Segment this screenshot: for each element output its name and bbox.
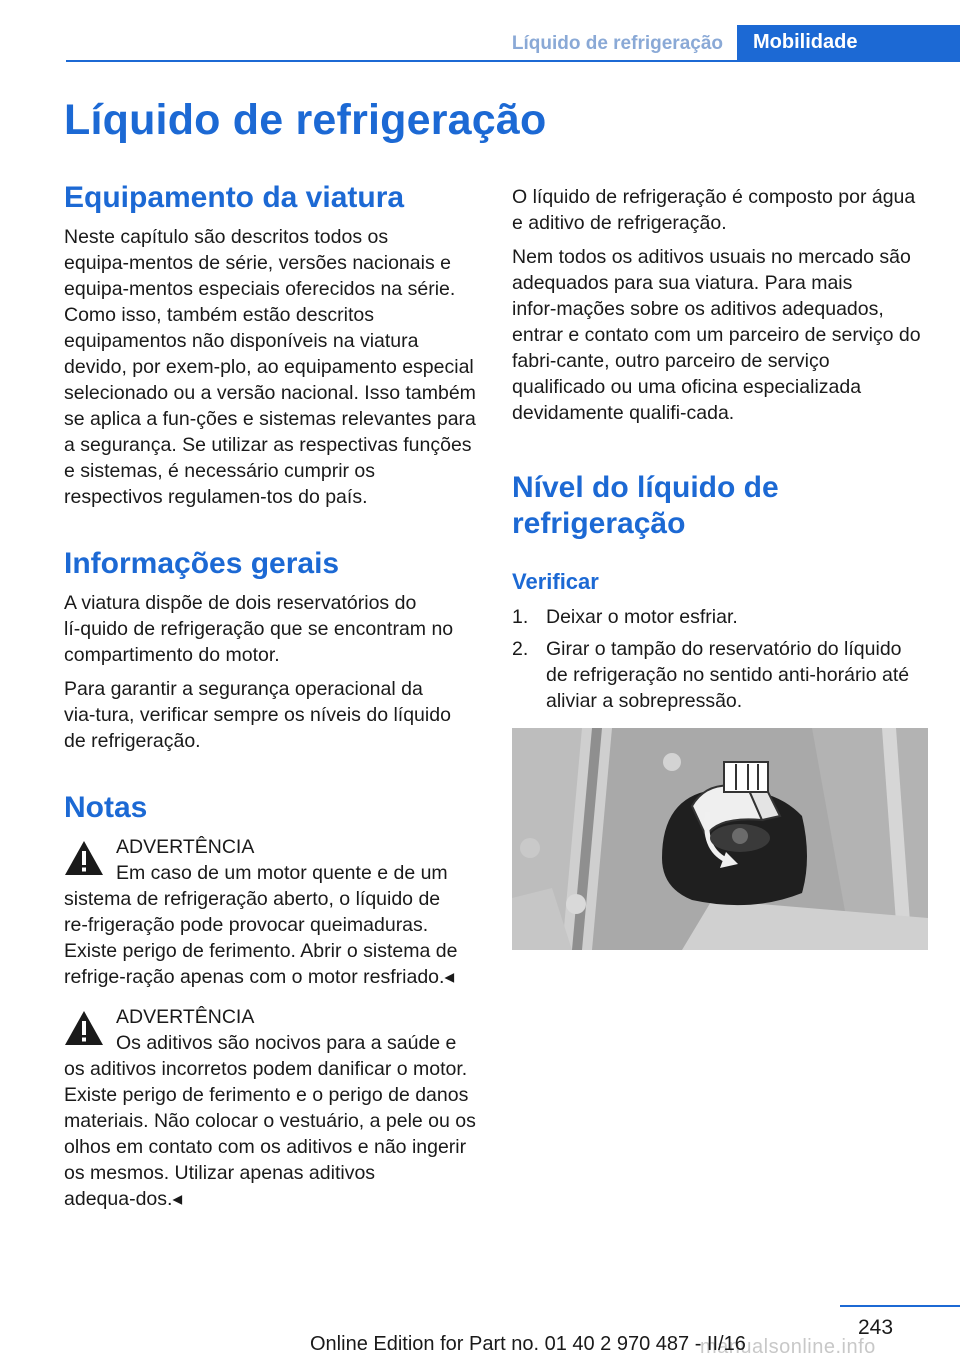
warning-1-text — [64, 860, 478, 990]
info-paragraph-2: Para garantir a segurança operacional da via‑tura, verificar sempre os níveis do líquido de refrigeração. — [64, 678, 451, 752]
header-divider — [66, 60, 960, 62]
step-number: 1. — [512, 606, 529, 628]
warning-2-body: Os aditivos são nocivos para a saúde e os aditivos incorretos podem danificar o motor. Existe perigo de ferimento e o perigo de danos materiais. Não colocar o vestuário, a pele ou os olhos em contato com os aditivos e não ingerir os mesmos. Utilizar apenas aditivos adequa‑dos.◂ — [64, 1032, 476, 1210]
coolant-cap-illustration — [512, 728, 928, 950]
heading-nivel-liquido: Nível do líquido de refrigeração — [512, 471, 779, 540]
header-chapter-tab: Mobilidade — [737, 25, 960, 60]
warning-2-text — [64, 1030, 478, 1212]
step-text: Girar o tampão do reservatório do líquido de refrigeração no sentido anti-horário até aliviar a sobrepressão. — [546, 638, 910, 712]
left-column — [64, 180, 478, 1226]
page-title: Líquido de refrigeração — [64, 96, 547, 144]
verify-steps-list — [512, 604, 928, 714]
coolant-reservoir-drawing — [512, 728, 928, 950]
warning-block-1 — [64, 834, 478, 990]
heading-verificar: Verificar — [512, 569, 599, 594]
coolant-composition-text: O líquido de refrigeração é composto por água e aditivo de refrigeração. — [512, 186, 916, 234]
warning-1-title: ADVERTÊNCIA — [116, 836, 255, 858]
warning-1-body: Em caso de um motor quente e de um sistema de refrigeração aberto, o líquido de re‑frigeração pode provocar queimaduras. Existe perigo de ferimento. Abrir o sistema de refrige‑ração apenas com o motor resfriado.◂ — [64, 862, 458, 988]
heading-equipamento: Equipamento da viatura — [64, 181, 405, 214]
info-paragraph-1: A viatura dispõe de dois reservatórios do lí‑quido de refrigeração que se encontram no compartimento do motor. — [64, 592, 454, 666]
edition-info: Online Edition for Part no. 01 40 2 970 487 - II/16 — [310, 1333, 746, 1355]
footer-divider — [840, 1305, 960, 1307]
warning-2-title: ADVERTÊNCIA — [116, 1006, 255, 1028]
warning-block-2 — [64, 1004, 478, 1212]
step-number: 2. — [512, 638, 529, 660]
list-item — [512, 636, 928, 714]
header-section-title: Líquido de refrigeração — [511, 33, 723, 54]
list-item — [512, 604, 928, 630]
right-column — [512, 184, 928, 950]
page-number: 243 — [858, 1316, 894, 1339]
heading-notas: Notas — [64, 791, 148, 824]
heading-informacoes-gerais: Informações gerais — [64, 547, 340, 580]
additives-text: Nem todos os aditivos usuais no mercado são adequados para sua viatura. Para mais infor‑mações sobre os aditivos adequados, entrar e contato com um parceiro de serviço do fabri‑cante, outro parceiro de serviço qualificado ou uma oficina especializada devidamente qualifi‑cada. — [512, 246, 921, 424]
step-text: Deixar o motor esfriar. — [546, 606, 738, 628]
watermark: manualsonline.info — [700, 1336, 876, 1358]
equipamento-text: Neste capítulo são descritos todos os equipa‑mentos de série, versões nacionais e equipa‑mentos especiais oferecidos na série. Como isso, também estão descritos equipamentos não disponíveis na viatura devido, por exem‑plo, ao equipamento especial selecionado ou a versão nacional. Isso também se aplica a fun‑ções e sistemas relevantes para a segurança. Se utilizar as respectivas funções e sistemas, é necessário cumprir os respectivos regulamen‑tos do país. — [64, 226, 476, 508]
warning-triangle-icon — [64, 840, 104, 876]
warning-triangle-icon — [64, 1010, 104, 1046]
